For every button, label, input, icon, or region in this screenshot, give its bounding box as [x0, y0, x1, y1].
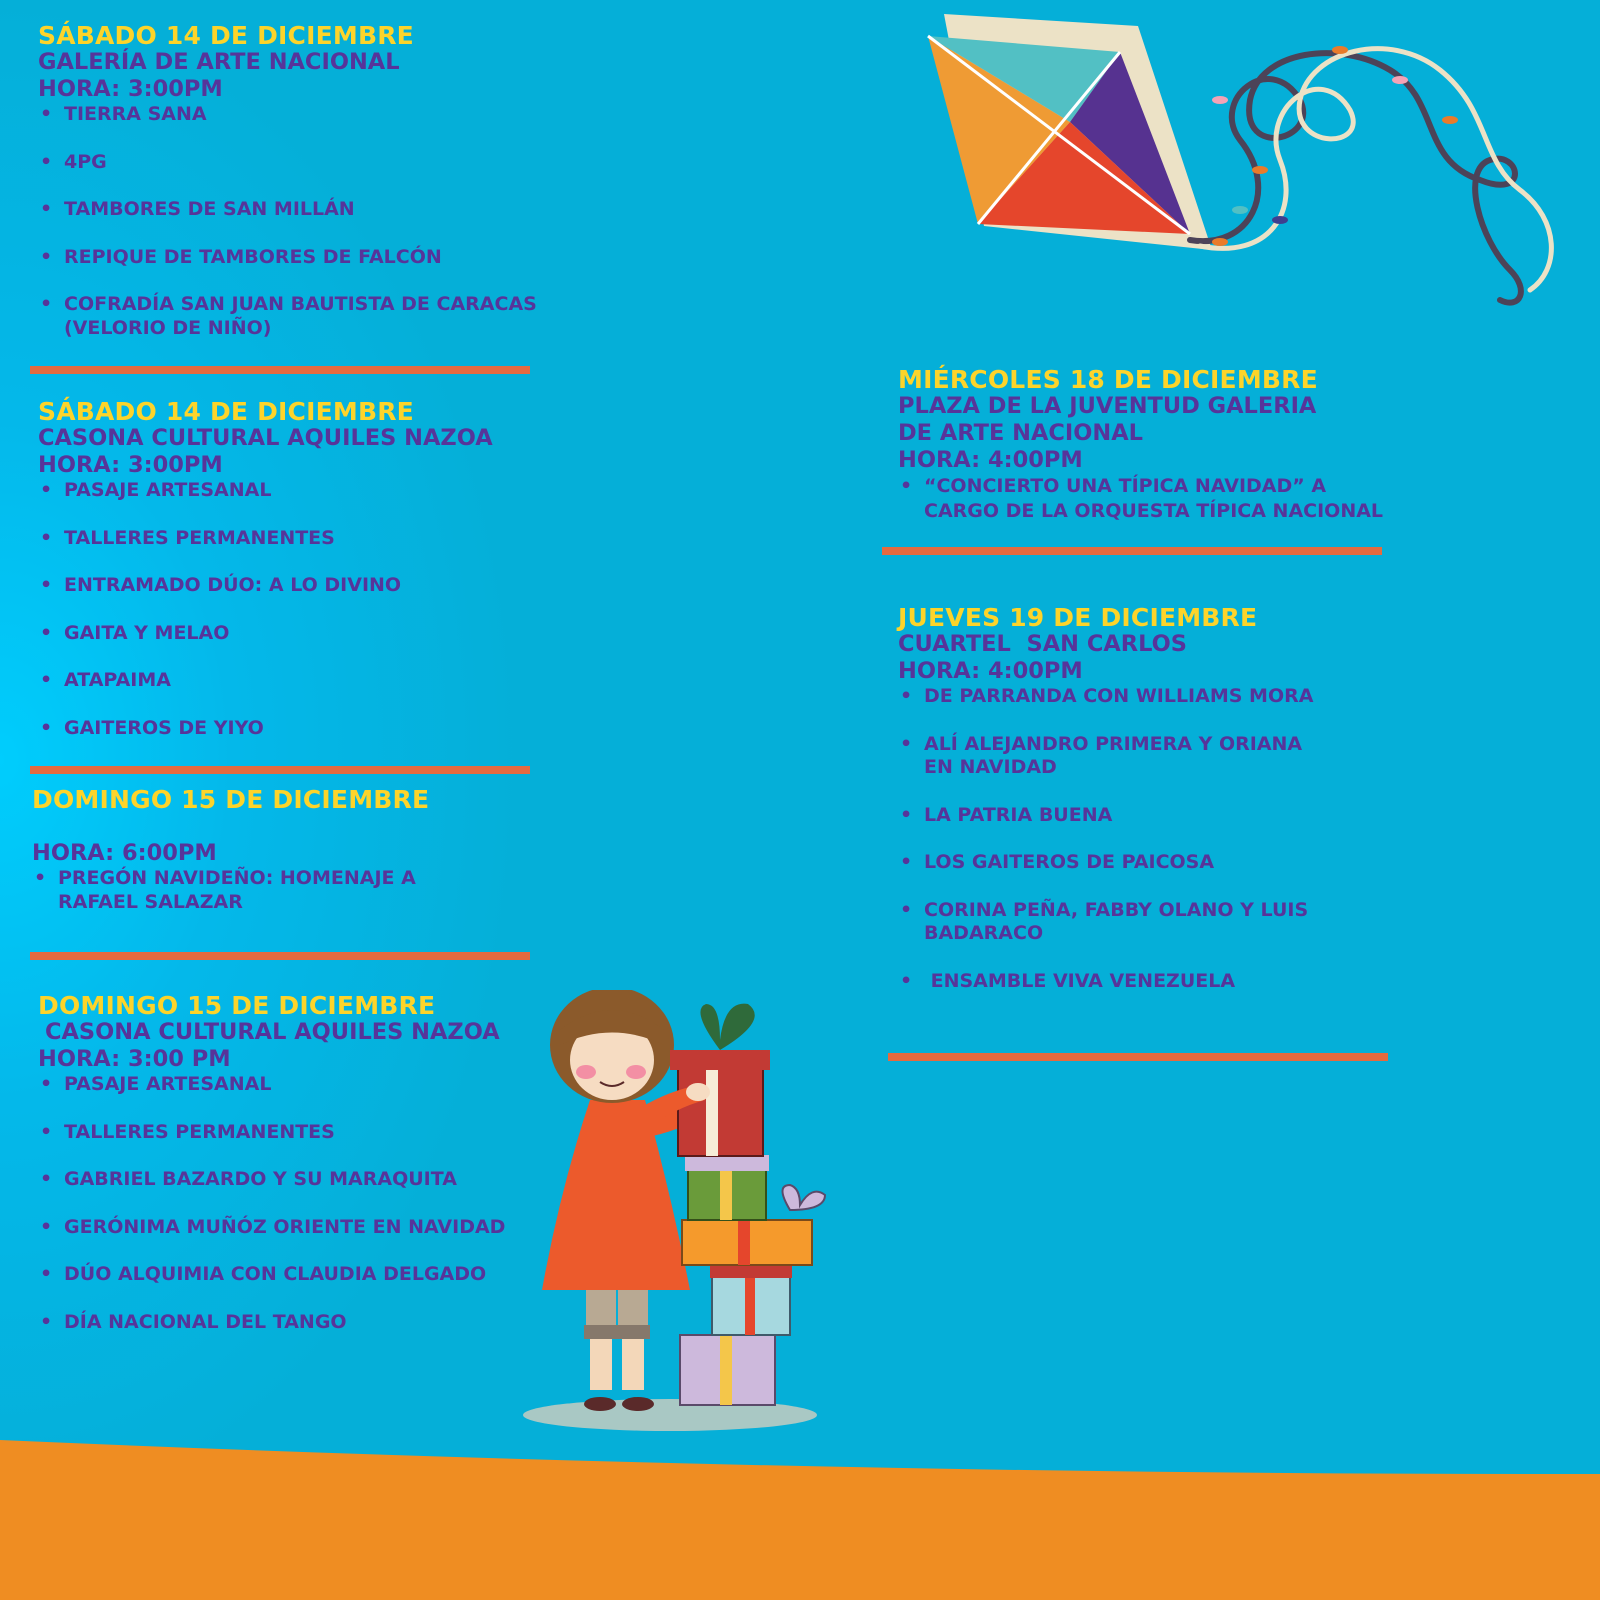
kite-illustration — [920, 10, 1580, 310]
list-item: • LOS GAITEROS DE PAICOSA — [898, 851, 1328, 875]
event-program-list — [898, 685, 1328, 993]
event-date: JUEVES 19 DE DICIEMBRE — [898, 603, 1258, 632]
list-item: • “CONCIERTO UNA TÍPICA NAVIDAD” A CARGO DE LA ORQUESTA TÍPICA NACIONAL — [898, 474, 1398, 524]
section-divider — [30, 766, 530, 774]
ground-band — [0, 1430, 1600, 1600]
event-program-list — [38, 1073, 538, 1334]
section-divider — [30, 952, 530, 960]
list-item: • REPIQUE DE TAMBORES DE FALCÓN — [38, 246, 538, 270]
event-venue: CASONA CULTURAL AQUILES NAZOA — [45, 1019, 500, 1045]
list-item: • ALÍ ALEJANDRO PRIMERA Y ORIANA EN NAVIDAD — [898, 733, 1328, 780]
event-venue: CUARTEL SAN CARLOS — [898, 631, 1187, 657]
list-item: • ENSAMBLE VIVA VENEZUELA — [898, 970, 1328, 994]
list-item: • GABRIEL BAZARDO Y SU MARAQUITA — [38, 1168, 538, 1192]
list-item: • ENTRAMADO DÚO: A LO DIVINO — [38, 574, 538, 598]
event-block-jueves-cuartel — [898, 604, 1398, 993]
event-block-sabado-galeria — [38, 22, 538, 340]
list-item: • GAITEROS DE YIYO — [38, 717, 538, 741]
list-item: • DE PARRANDA CON WILLIAMS MORA — [898, 685, 1328, 709]
event-venue-line2: DE ARTE NACIONAL — [898, 420, 1143, 446]
list-item: • TALLERES PERMANENTES — [38, 527, 538, 551]
list-item: • TALLERES PERMANENTES — [38, 1121, 538, 1145]
event-date: MIÉRCOLES 18 DE DICIEMBRE — [898, 365, 1318, 394]
girl-with-gifts-illustration — [520, 990, 860, 1440]
event-venue-line1: PLAZA DE LA JUVENTUD GALERIA — [898, 393, 1317, 419]
list-item: • PASAJE ARTESANAL — [38, 1073, 538, 1097]
event-time: HORA: 3:00PM — [38, 76, 223, 102]
section-divider — [30, 366, 530, 374]
event-time: HORA: 3:00 PM — [38, 1046, 231, 1072]
event-date: DOMINGO 15 DE DICIEMBRE — [38, 991, 436, 1020]
event-date: SÁBADO 14 DE DICIEMBRE — [38, 21, 414, 50]
list-item: • 4PG — [38, 151, 538, 175]
event-program-list — [38, 479, 538, 740]
section-divider — [888, 1053, 1388, 1061]
list-item: • PREGÓN NAVIDEÑO: HOMENAJE A RAFAEL SALAZAR — [32, 867, 452, 914]
event-time: HORA: 3:00PM — [38, 452, 223, 478]
event-time: HORA: 4:00PM — [898, 447, 1083, 473]
list-item: • DÚO ALQUIMIA CON CLAUDIA DELGADO — [38, 1263, 538, 1287]
event-date: SÁBADO 14 DE DICIEMBRE — [38, 397, 414, 426]
section-divider — [882, 547, 1382, 555]
list-item: • GERÓNIMA MUÑÓZ ORIENTE EN NAVIDAD — [38, 1216, 538, 1240]
event-time: HORA: 4:00PM — [898, 658, 1083, 684]
event-venue: CASONA CULTURAL AQUILES NAZOA — [38, 425, 493, 451]
list-item: • TAMBORES DE SAN MILLÁN — [38, 198, 538, 222]
list-item: • LA PATRIA BUENA — [898, 804, 1328, 828]
event-date: DOMINGO 15 DE DICIEMBRE — [32, 785, 430, 814]
list-item: • ATAPAIMA — [38, 669, 538, 693]
list-item: • PASAJE ARTESANAL — [38, 479, 538, 503]
event-program-list — [898, 474, 1398, 524]
event-block-miercoles-plaza — [898, 366, 1418, 524]
event-block-domingo-casona — [38, 992, 538, 1334]
event-venue: GALERÍA DE ARTE NACIONAL — [38, 49, 400, 75]
event-block-domingo-pregon — [32, 786, 532, 914]
event-time: HORA: 6:00PM — [32, 840, 217, 866]
list-item: • TIERRA SANA — [38, 103, 538, 127]
list-item: • CORINA PEÑA, FABBY OLANO Y LUIS BADARACO — [898, 899, 1328, 946]
event-program-list — [32, 867, 452, 914]
list-item: • COFRADÍA SAN JUAN BAUTISTA DE CARACAS (VELORIO DE NIÑO) — [38, 293, 538, 340]
event-block-sabado-casona — [38, 398, 538, 740]
list-item: • GAITA Y MELAO — [38, 622, 538, 646]
list-item: • DÍA NACIONAL DEL TANGO — [38, 1311, 538, 1335]
event-program-list — [38, 103, 538, 340]
